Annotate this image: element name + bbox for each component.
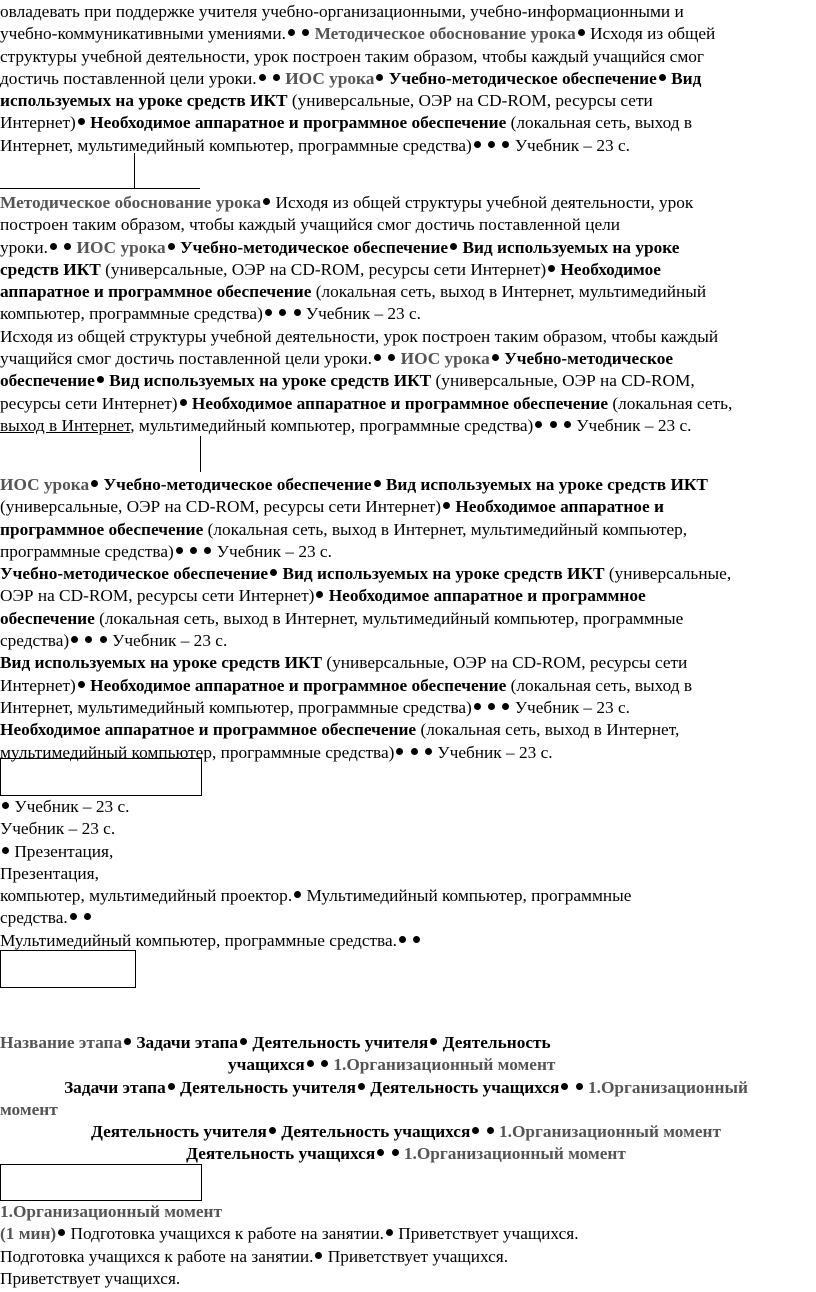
paragraph-1: [0, 1, 812, 157]
heading-ios: ИОС урока: [0, 475, 90, 494]
heading-ios: ИОС урока: [400, 349, 490, 369]
paragraph-4: [0, 796, 812, 952]
bullet-icon: [270, 569, 277, 576]
bullet-icon: [294, 309, 301, 316]
heading-support: Учебно-методическое обеспечение: [103, 475, 372, 494]
bullet-icon: [561, 1083, 568, 1090]
text: (универсальные, ОЭР на CD-ROM, ресурсы сети: [291, 91, 653, 111]
text: структуры учебной деятельности, урок построен таким образом, чтобы каждый учащийся смог: [0, 46, 704, 66]
bullet-icon: [2, 847, 9, 854]
heading-hardware-cont: обеспечение: [0, 608, 95, 628]
bullet-icon: [307, 1060, 314, 1067]
column-stage-name: Название этапа: [0, 1033, 123, 1052]
bullet-icon: [492, 354, 499, 361]
textbook-ref: Учебник – 23 с.: [437, 742, 553, 762]
text: (локальная сеть, выход в Интернет, мультимедийный: [315, 282, 707, 302]
text: построен таким образом, чтобы каждый учащийся смог достичь поставленной цели: [0, 215, 621, 235]
bullet-icon: [443, 502, 450, 509]
table-cell-frame: [0, 1164, 202, 1201]
paragraph-6: [0, 1201, 812, 1290]
bullet-icon: [168, 243, 175, 250]
heading-method: Методическое обоснование урока: [314, 24, 576, 44]
heading-kind: Вид используемых на уроке средств ИКТ: [0, 653, 323, 673]
heading-kind: Вид используемых на уроке: [462, 237, 680, 257]
table-header-block: [0, 1032, 812, 1166]
bullet-icon: [550, 421, 557, 428]
table-rule: [0, 188, 200, 189]
bullet-icon: [71, 636, 78, 643]
text: (локальная сеть, выход в Интернет, мультимедийный компьютер, программные: [99, 608, 684, 628]
bullet-icon: [388, 354, 395, 361]
bullet-icon: [64, 243, 71, 250]
bullet-icon: [176, 547, 183, 554]
stage-title: 1.Организационный момент: [0, 1202, 222, 1221]
text: Мультимедийный компьютер, программные: [306, 886, 632, 906]
table-cell-frame: [0, 758, 202, 796]
bullet-icon: [265, 309, 272, 316]
text: ресурсы сети Интернет): [0, 393, 178, 413]
paragraph-3: [0, 474, 812, 764]
bullet-icon: [376, 74, 383, 81]
text: , мультимедийный компьютер, программные средства): [130, 415, 534, 435]
column-student-activity-cont: учащихся: [228, 1055, 305, 1075]
heading-ios: ИОС урока: [76, 237, 166, 257]
table-cell-frame: [0, 950, 136, 988]
bullet-icon: [474, 703, 481, 710]
text: (универсальные,: [608, 564, 732, 584]
heading-kind: Вид используемых на уроке средств ИКТ: [109, 371, 432, 391]
text: Мультимедийный компьютер, программные средства.: [0, 930, 397, 950]
bullet-icon: [50, 243, 57, 250]
stage-title: 1.Организационный момент: [498, 1122, 721, 1142]
text: программные средства): [0, 541, 174, 561]
heading-method: Методическое обоснование урока: [0, 193, 262, 212]
bullet-icon: [91, 480, 98, 487]
text: Приветствует учащихся.: [327, 1246, 509, 1266]
bullet-icon: [487, 1127, 494, 1134]
column-teacher-activity: Деятельность учителя: [252, 1033, 429, 1052]
stage-title: 1.Организационный: [588, 1077, 748, 1097]
stage-title: 1.Организационный момент: [403, 1144, 626, 1164]
textbook-ref: Учебник – 23 с.: [305, 304, 421, 324]
heading-kind-cont: средств ИКТ: [0, 259, 101, 279]
bullet-icon: [578, 29, 585, 36]
table-rule: [200, 436, 201, 472]
text: средства.: [0, 908, 68, 928]
column-teacher-activity: Деятельность учителя: [91, 1122, 267, 1142]
text: Подготовка учащихся к работе на занятии.: [0, 1246, 314, 1266]
bullet-icon: [399, 936, 406, 943]
stage-duration: (1 мин): [0, 1224, 57, 1244]
heading-support: Учебно-методическое обеспечение: [180, 237, 449, 257]
bullet-icon: [168, 1083, 175, 1090]
heading-hardware: Необходимое аппаратное и программное обеспечение: [90, 675, 507, 695]
stage-title: 1.Организационный момент: [333, 1055, 556, 1075]
text: достичь поставленной цели уроки.: [0, 68, 257, 88]
bullet-icon: [315, 1252, 322, 1259]
textbook-ref: Учебник – 23 с.: [514, 135, 630, 155]
heading-kind: Вид используемых на уроке средств ИКТ: [385, 475, 708, 494]
text: (универсальные, ОЭР на CD-ROM,: [435, 371, 695, 391]
textbook-ref: Учебник – 23 с.: [0, 819, 116, 839]
text: учебно-коммуникативными умениями.: [0, 24, 286, 44]
bullet-icon: [576, 1083, 583, 1090]
heading-hardware: Необходимое аппаратное и программное обеспечение: [90, 113, 507, 133]
column-student-activity: Деятельность: [442, 1033, 551, 1052]
bullet-icon: [240, 1038, 247, 1045]
heading-hardware: Необходимое аппаратное и программное обеспечение: [0, 720, 417, 740]
bullet-icon: [294, 891, 301, 898]
bullet-icon: [548, 265, 555, 272]
text: Презентация,: [14, 841, 114, 861]
column-student-activity: Деятельность учащихся: [281, 1122, 471, 1142]
bullet-icon: [386, 1229, 393, 1236]
bullet-icon: [374, 480, 381, 487]
bullet-icon: [70, 913, 77, 920]
heading-support: Учебно-методическое обеспечение: [388, 68, 657, 88]
text: ОЭР на CD-ROM, ресурсы сети Интернет): [0, 586, 315, 606]
heading-support-cont: обеспечение: [0, 371, 95, 391]
bullet-icon: [78, 118, 85, 125]
bullet-icon: [78, 681, 85, 688]
bullet-icon: [413, 936, 420, 943]
bullet-icon: [321, 1060, 328, 1067]
heading-hardware-cont: аппаратное и программное обеспечение: [0, 282, 312, 302]
bullet-icon: [259, 74, 266, 81]
bullet-icon: [273, 74, 280, 81]
bullet-icon: [564, 421, 571, 428]
column-student-activity: Деятельность учащихся: [186, 1144, 376, 1164]
text: Презентация,: [0, 863, 99, 883]
bullet-icon: [124, 1038, 131, 1045]
textbook-ref: Учебник – 23 с.: [514, 697, 630, 717]
bullet-icon: [502, 703, 509, 710]
text: мультимедийный компьютер, программные средства): [0, 742, 395, 762]
bullet-icon: [180, 399, 187, 406]
column-student-activity: Деятельность учащихся: [370, 1077, 560, 1097]
bullet-icon: [84, 913, 91, 920]
bullet-icon: [374, 354, 381, 361]
bullet-icon: [430, 1038, 437, 1045]
bullet-icon: [392, 1149, 399, 1156]
heading-hardware: Необходимое: [560, 259, 661, 279]
text: овладевать при поддержке учителя учебно-организационными, учебно-информационными и: [0, 2, 684, 21]
text: Интернет): [0, 675, 76, 695]
bullet-icon: [535, 421, 542, 428]
text: (локальная сеть,: [612, 393, 733, 413]
text: Приветствует учащихся.: [398, 1224, 579, 1244]
column-teacher-activity: Деятельность учителя: [180, 1077, 356, 1097]
heading-kind: Вид используемых на уроке средств ИКТ: [282, 564, 605, 584]
bullet-icon: [58, 1229, 65, 1236]
table-rule: [134, 153, 135, 188]
heading-hardware: Необходимое аппаратное и: [455, 497, 664, 517]
column-stage-tasks: Задачи этапа: [136, 1033, 239, 1052]
heading-ios: ИОС урока: [285, 68, 375, 88]
heading-support: Учебно-методическое: [504, 349, 674, 369]
text: Подготовка учащихся к работе на занятии.: [70, 1224, 384, 1244]
text: средства): [0, 631, 70, 651]
text: Исходя из общей структуры учебной деятельности, урок: [275, 193, 694, 212]
bullet-icon: [472, 1127, 479, 1134]
text: Приветствует учащихся.: [0, 1268, 181, 1288]
text: (локальная сеть, выход в Интернет,: [420, 720, 680, 740]
bullet-icon: [450, 243, 457, 250]
bullet-icon: [302, 29, 309, 36]
bullet-icon: [425, 748, 432, 755]
text: (локальная сеть, выход в Интернет, мультимедийный компьютер,: [207, 519, 688, 539]
text: Исходя из общей структуры учебной деятельности, урок построен таким образом, чтобы каждый: [0, 326, 719, 346]
heading-hardware: Необходимое аппаратное и программное обеспечение: [191, 393, 608, 413]
text: компьютер, мультимедийный проектор.: [0, 886, 293, 906]
bullet-icon: [269, 1127, 276, 1134]
text: (универсальные, ОЭР на CD-ROM, ресурсы сети: [326, 653, 688, 673]
heading-hardware: Необходимое аппаратное и программное: [328, 586, 646, 606]
bullet-icon: [411, 748, 418, 755]
text: (локальная сеть, выход в: [510, 113, 693, 133]
bullet-icon: [100, 636, 107, 643]
text: Интернет, мультимедийный компьютер, программные средства): [0, 135, 472, 155]
bullet-icon: [204, 547, 211, 554]
bullet-icon: [279, 309, 286, 316]
bullet-icon: [488, 703, 495, 710]
bullet-icon: [502, 141, 509, 148]
heading-hardware-cont: программное обеспечение: [0, 519, 204, 539]
stage-title-cont: момент: [0, 1099, 58, 1119]
text: выход в Интернет: [0, 415, 131, 435]
text: (универсальные, ОЭР на CD-ROM, ресурсы сети Интернет): [0, 497, 442, 517]
textbook-ref: Учебник – 23 с.: [576, 415, 692, 435]
text: учащийся смог достичь поставленной цели уроки.: [0, 349, 372, 369]
bullet-icon: [474, 141, 481, 148]
text: (универсальные, ОЭР на CD-ROM, ресурсы сети Интернет): [105, 259, 547, 279]
bullet-icon: [316, 591, 323, 598]
textbook-ref: Учебник – 23 с.: [216, 541, 332, 561]
bullet-icon: [97, 376, 104, 383]
heading-kind-cont: используемых на уроке средств ИКТ: [0, 91, 288, 111]
text: (локальная сеть, выход в: [510, 675, 693, 695]
text: Исходя из общей: [590, 24, 716, 44]
textbook-ref: Учебник – 23 с.: [14, 797, 130, 816]
text: уроки.: [0, 237, 48, 257]
bullet-icon: [2, 802, 9, 809]
bullet-icon: [190, 547, 197, 554]
column-stage-tasks: Задачи этапа: [64, 1077, 166, 1097]
bullet-icon: [377, 1149, 384, 1156]
textbook-ref: Учебник – 23 с.: [112, 631, 228, 651]
bullet-icon: [659, 74, 666, 81]
text: Интернет): [0, 113, 76, 133]
bullet-icon: [85, 636, 92, 643]
bullet-icon: [358, 1083, 365, 1090]
paragraph-2: [0, 192, 812, 437]
bullet-icon: [488, 141, 495, 148]
bullet-icon: [396, 748, 403, 755]
heading-kind: Вид: [671, 68, 702, 88]
bullet-icon: [288, 29, 295, 36]
text: компьютер, программные средства): [0, 304, 263, 324]
bullet-icon: [263, 198, 270, 205]
text: Интернет, мультимедийный компьютер, программные средства): [0, 697, 472, 717]
heading-support: Учебно-методическое обеспечение: [0, 564, 269, 584]
